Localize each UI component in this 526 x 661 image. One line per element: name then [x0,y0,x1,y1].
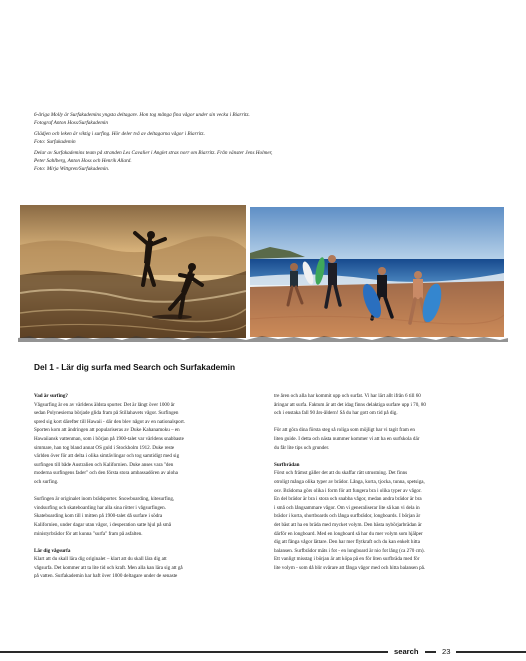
body-line: simmare, han tog bland annat OS guld i Stockholm 1912. Duke reste [34,444,175,451]
silhouette-surfers-image [20,205,246,338]
caption-line: Glädjen och leken är viktig i surfing. Hör deler två av deltagarna vågor i Biarritz. [34,131,205,137]
body-line: vindsurfing och skateboarding har alla sina rötter i vågsurfingen. [34,504,166,511]
body-line: brädor i korta, shortboards och långa surfbrädor, longboards. I början är [274,513,421,520]
body-line: världen över för att delta i olika simtävlingar och tog samtidigt med sig [34,453,180,460]
body-line: En del brädor är bra i stora och snabba vågor, medan andra brädor är bra [274,496,422,503]
body-line: åringar att surfa. Faktum är att det idag finns delaktiga surfare upp i 70, 80 [274,401,426,408]
page-footer [0,645,526,661]
body-line: på vatten. Surfakademin har haft över 1000 deltagare under de senaste [34,573,178,580]
body-line: lite volym - som då blir svårare att fånga vågor med och hitta balansen på. [274,564,426,571]
body-line: och i enstaka fall 90 års-åldern! Så du har gott om tid på dig. [274,410,398,417]
body-line: Sporten kom att ändringen att populariseras av Duke Kahanamoku – en [34,427,180,434]
body-line: Vågsurfing är en av världens äldsta sporter. Det är långt över 1000 år [34,401,175,408]
body-line: sedan Polynesierna började glida fram på Stillahavets vågor. Surfingen [34,410,179,417]
body-line: Skateboarding kom till i mitten på 1900-talet då surfare i södra [34,513,163,520]
magazine-name: search [388,645,425,659]
body-line: i små och långsammare vågor. Om vi generaliserar lite så kan vi dela in [274,504,420,511]
section-subheading: Surfbrädan [274,461,300,468]
body-line: Klart att du skall lära dig originalet – klart att du skall lära dig att [34,556,167,563]
caption-line: Foto: Surfakademin [34,139,76,145]
caption-block [34,130,504,146]
body-line: osv. Brädorna görs olika i form för att fungera bra i olika typer av vågor. [274,487,422,494]
paragraph-gap [34,538,244,547]
body-line: balansen. Surfbrädor mäts i fot - en longboard är nio fot lång (ca 270 cm). [274,547,425,554]
section-subheading: Lär dig vågsurfa [34,547,71,554]
photo-captions [34,111,504,176]
article-column-right [274,392,484,572]
body-line: tre åren och alla har kommit upp och surfat. Vi har lärt allt ifrån 6 till 60 [274,393,421,399]
caption-block [34,111,504,127]
section-subheading: Vad är surfing? [34,393,68,399]
photo-silhouette-surfers [20,205,246,338]
body-line: det bäst att ha en bräda med mycket volym. Den bästa nybörjarbrädan är [274,521,422,528]
surf-team-beach-image [250,207,504,337]
body-line: spred sig kort därefter till Hawaii - där den blev något av en nationalsport. [34,418,186,425]
body-line: moderna surfingens fader" och den första stora ambassadören av aloha [34,470,178,477]
body-line: dig att fånga vågor lättare. Den har mer flytkraft och du kan enkelt hitta [274,539,420,546]
body-line: liten guide. I detta och nästa nummer kommer vi att ha en surfskola där [274,435,420,442]
caption-line: Foto: Mirja Wittgren/Surfakademin. [34,166,110,172]
body-line: därför en longboard. Med en longboard så har du mer volym som hjälper [274,530,423,537]
caption-line: 6-åriga Molly är Surfakademins yngsta deltagare. Hon tog många fina vågor under sin vecka i Biarritz. [34,112,250,118]
caption-line: Fotograf Anton Hoss/Surfakademin [34,120,108,126]
photo-surf-team-beach [250,207,504,337]
body-line: vågsurfa. Det kommer att ta lite tid och kraft. Men alla kan lära sig att gå [34,564,183,571]
paragraph-gap [34,487,244,496]
caption-line: Delar av Surfakademins team på stranden Les Cavalier i Anglet strax norr om Biarritz. Från vänster Jens Holmer, [34,150,273,156]
body-line: och surfing. [34,478,59,485]
article-title: Del 1 - Lär dig surfa med Search och Surfakademin [34,362,236,372]
article-column-left [34,392,244,581]
body-line: Surfingen är originalet inom brädsporter. Snowboarding, kitesurfing, [34,496,175,503]
paragraph-gap [274,452,484,461]
page-number: 23 [436,645,456,659]
torn-paper-edge [18,334,508,342]
body-line: Hawaiiansk vattenman, som i början på 1900-talet var världens snabbaste [34,435,184,442]
body-line: surfingen till både Australien och Kalifornien. Duke anses vara "den [34,461,174,468]
body-line: ministyrbrädor för att kunna "surfa" fram på asfalten. [34,530,143,537]
body-line: Först och främst gäller det att du skaffar rätt utrustning. Det finns [274,470,408,477]
body-line: du får lite tips och grunder. [274,444,330,451]
caption-line: Peter Sahlberg, Anton Hoss och Henrik Allard. [34,158,132,164]
body-line: För att göra dina första steg så roliga som möjligt har vi tagit fram en [274,427,415,434]
paragraph-gap [274,418,484,427]
body-line: Ett vanligt misstag i början är att köpa på en för liten surfbräda med för [274,556,420,563]
body-line: Kalifornien, under dagar utan vågor, i desperation satte hjul på små [34,521,171,528]
body-line: otroligt många olika typer av brädor. Långa, korta, tjocka, tunna, spetsiga, [274,478,425,485]
caption-block [34,149,504,173]
